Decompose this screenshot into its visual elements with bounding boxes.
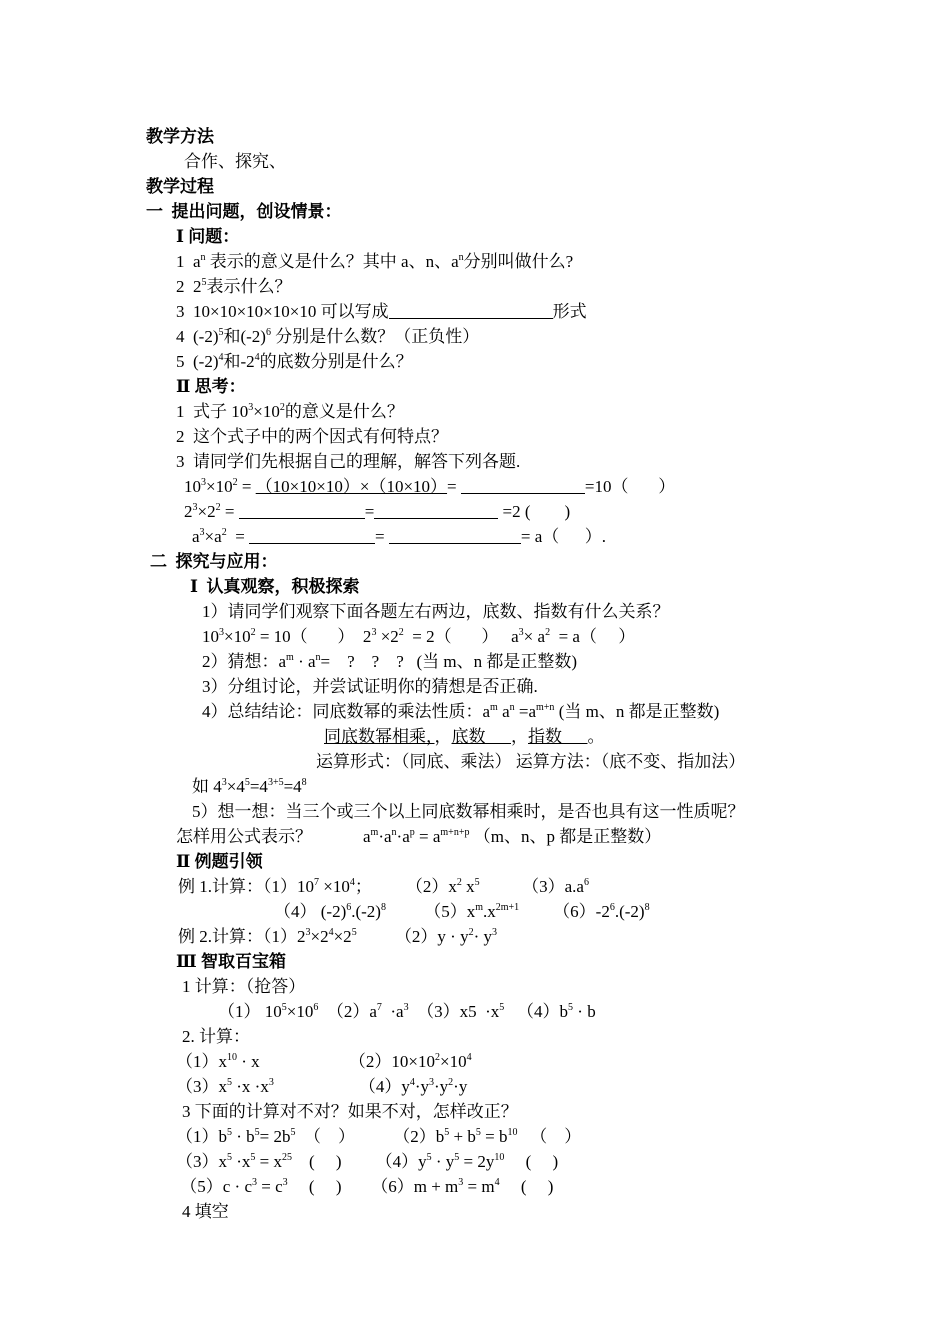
box-2-line-1: $(1)x^{10} \cdot x$ $(2)10\times 10^2\times 10^4$ [176, 1052, 472, 1071]
answer-blank [389, 302, 553, 319]
answer-blank [374, 502, 498, 519]
answer-blank [249, 527, 375, 544]
box-2-line-2: $(3)x^5 \cdot x \cdot x^3$ $(4)y^4\cdot y^3\cdot y^2\cdot y$ [176, 1077, 468, 1096]
box-3: 3 下面的计算对不对？如果不对，怎样改正？ [182, 1102, 518, 1121]
box-4: 4 填空 [182, 1202, 229, 1221]
answer-blank [389, 527, 521, 544]
exercise-2: $2^3\times 2^2$ = = =2 ( ) [184, 502, 571, 521]
box-1-items: （1） $10^5\times 10^6$ $(2)a^7 \cdot a^3$ $(3)x5 \cdot x^5$ $(4)b^5 \cdot b$ [218, 1002, 596, 1021]
answer-blank [239, 502, 365, 519]
observe-heading: Ⅰ 认真观察，积极探索 [190, 577, 360, 596]
think-1: 1 式子 $10^3\times 10^2$的意义是什么？ [176, 402, 404, 421]
rule-form: 运算形式：（同底、乘法） 运算方法：（底不变、指加法） [316, 752, 746, 771]
part1-heading: 一 提出问题，创设情景： [146, 202, 342, 221]
box-2: 2. 计算： [182, 1027, 250, 1046]
question-1: 1 $a^n$ 表示的意义是什么？其中 a、n、$a^n$分别叫做什么? [176, 252, 574, 271]
observe-2: 2）猜想：$a^m \cdot a^n=$ ? ? ? (当 m、n 都是正整数) [202, 652, 578, 671]
box-3-line-3: $(5)c \cdot c^3 = c^3$ ( ) $(6)m + m^3 = m^4$ ( ) [176, 1177, 554, 1196]
question-3: 3 10×10×10×10×10 可以写成 形式 [176, 302, 587, 321]
observe-1-examples: $10^3\times 10^2 = 10$（ ） $2^3 \times 2^2 = 2$（ ） $a^3\times a^2 = a$（ ） [202, 627, 636, 646]
method-heading: 教学方法 [146, 127, 214, 146]
example-1: 例 1.计算：$(1)10^7 \times 10^4$； $(2)x^2$ $x^5$ $(3)a.a^6$ [178, 877, 589, 896]
method-content: 合作、探究、 [184, 152, 286, 171]
example-2: 例 2.计算：$(1)2^3\times 2^4\times 2^5$ $(2)y \cdot y^2\cdot y^3$ [178, 927, 498, 946]
question-2: 2 $2^5$表示什么？ [176, 277, 292, 296]
observe-3: 3）分组讨论，并尝试证明你的猜想是否正确. [202, 677, 538, 696]
observe-5-formula: 怎样用公式表示？ $a^m\cdot a^n\cdot a^p = a^{m+n+p}$ （m、n、p 都是正整数） [176, 827, 662, 846]
think-2: 2 这个式子中的两个因式有何特点？ [176, 427, 448, 446]
think-3: 3 请同学们先根据自己的理解，解答下列各题. [176, 452, 521, 471]
part2-heading: 二 探究与应用： [150, 552, 278, 571]
observe-1: 1）请同学们观察下面各题左右两边，底数、指数有什么关系？ [202, 602, 670, 621]
box-3-line-2: $(3)x^5 \cdot x^5 = x^{25}$ ( ) $(4)y^5 \cdot y^5 = 2y^{10}$ ( ) [176, 1152, 559, 1171]
question-5: 5 $(-2)^4$和$-2^4$的底数分别是什么？ [176, 352, 413, 371]
box-3-line-1: $(1)b^5 \cdot b^5= 2b^5$ （ ） $(2)b^5 + b^5 = b^{10}$ （ ） [176, 1127, 582, 1146]
rule-example: 如 $4^3\times 4^5=4^{3+5}=4^8$ [192, 777, 307, 796]
process-heading: 教学过程 [146, 177, 214, 196]
answer-blank [461, 477, 585, 494]
examples-heading: Ⅱ 例题引领 [176, 852, 263, 871]
observe-5: 5）想一想：当三个或三个以上同底数幂相乘时，是否也具有这一性质呢？ [192, 802, 745, 821]
exercise-3: $a^3\times a^2$ = = = a（ ）. [192, 527, 607, 546]
rule-statement: 同底数幂相乘，，底数 ，指数 。 [324, 727, 605, 746]
questions-heading: Ⅰ 问题： [176, 227, 240, 246]
exercise-1: $10^3\times 10^2 = (10\times 10\times 10)\times(10\times 10)= =10$（ ） [184, 477, 676, 496]
think-heading: Ⅱ 思考： [176, 377, 246, 396]
observe-4: 4）总结结论：同底数幂的乘法性质：$a^m$ $a^n =a^{m+n}$ (当 m、n 都是正整数) [202, 702, 720, 721]
box-heading: Ⅲ 智取百宝箱 [176, 952, 286, 971]
example-1-cont: （4） $(-2)^6.(-2)^8$ $(5)x^m.x^{2m+1}$ $(6)-2^6.(-2)^8$ [274, 902, 650, 921]
box-1: 1 计算：（抢答） [182, 977, 306, 996]
question-4: 4 $(-2)^5$和$(-2)^6$ 分别是什么数？（正负性） [176, 327, 480, 346]
